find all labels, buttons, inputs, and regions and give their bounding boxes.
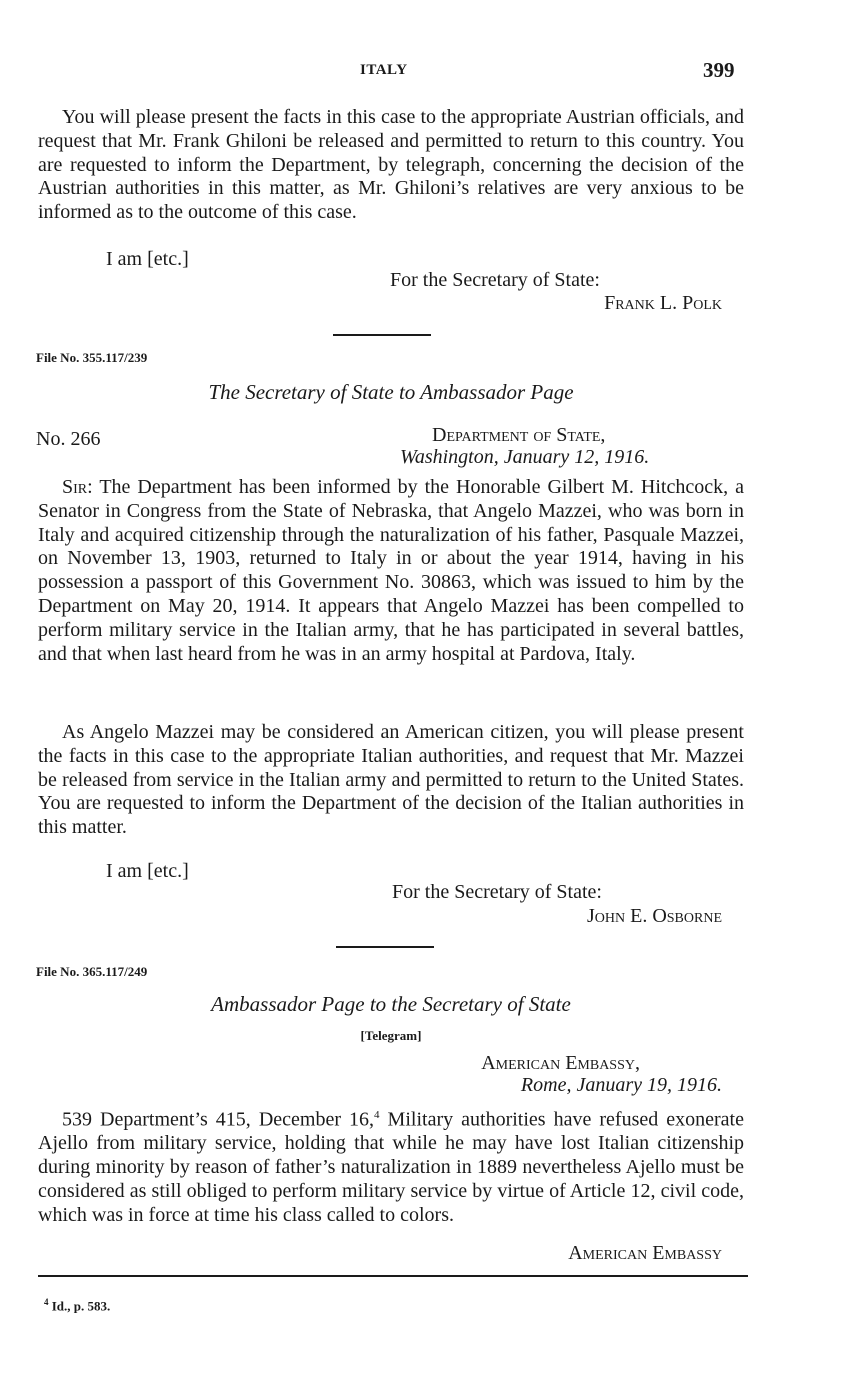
file-number: File No. 365.117/249 (36, 964, 148, 979)
place-date: Rome, January 19, 1916. (520, 1074, 722, 1096)
section2-closing: I am [etc.] (106, 860, 189, 882)
running-title: ITALY (360, 62, 408, 78)
section1-paragraph: You will please present the facts in this case to the appropriate Austrian officials, and request that Mr. Frank Ghiloni be released and permitted to return to this country. You are requested to inform the Department, by telegraph, concerning the decision of the Austrian authorities in this matter, as Mr. Ghiloni’s relatives are very anxious to be informed as to the outcome of this case. (38, 106, 744, 224)
paragraph-text: Military authorities have refused exonerate Ajello from military service, holding that while he may have lost Italian citizenship during minority by reason of father’s naturalization in 1889 nevertheless Ajello must be considered as still obliged to perform military service by virtue of Article 12, civil code, which was in force at time his class called to colors. (38, 1108, 744, 1226)
footnote-marker: 4 (44, 1297, 49, 1307)
section2-paragraph-2: As Angelo Mazzei may be considered an American citizen, you will please present the facts in this case to the appropriate Italian authorities, and request that Mr. Mazzei be released from service in the Italian army and permitted to return to the United States. You are requested to inform the Department of the decision of the Italian authorities in this matter. (38, 721, 744, 839)
footnote-text: Id., p. 583. (48, 1298, 111, 1314)
telegram-label: [Telegram] (360, 1028, 422, 1043)
footnote-reference: 4 (374, 1109, 380, 1121)
section1-for-line: For the Secretary of State: (390, 269, 600, 291)
paragraph-text: : The Department has been informed by the Honorable Gilbert M. Hitchcock, a Senator in Congress from the State of Nebraska, that Angelo Mazzei, who was born in Italy and acquired citizenship through the naturalization of his father, Pasquale Mazzei, on November 13, 1903, returned to Italy in or about the year 1914, having in his possession a passport of this Government No. 30863, which was issued to him by the Department on May 20, 1914. It appears that Angelo Mazzei has been compelled to perform military service in the Italian army, that he has participated in several battles, and that when last heard from he was in an army hospital at Pardova, Italy. (38, 476, 744, 665)
letter-heading: The Secretary of State to Ambassador Page (208, 380, 574, 404)
section-divider (333, 334, 431, 336)
telegram-signature: American Embassy (568, 1242, 722, 1264)
section2-for-line: For the Secretary of State: (392, 881, 602, 903)
letter-heading: Ambassador Page to the Secretary of State (211, 992, 571, 1016)
place-date: Washington, January 12, 1916. (400, 446, 650, 468)
salutation: Sir (62, 476, 88, 498)
dispatch-number: No. 266 (36, 428, 101, 450)
telegram-paragraph (38, 1104, 744, 1228)
page-number: 399 (703, 58, 735, 82)
section-divider (336, 946, 434, 948)
footnote-rule (38, 1275, 748, 1277)
paragraph-text: 539 Department’s 415, December 16, (62, 1108, 375, 1131)
footnote (44, 1297, 110, 1314)
section2-signature: John E. Osborne (586, 905, 722, 927)
section1-signature: Frank L. Polk (604, 292, 722, 314)
department-line: Department of State, (432, 424, 606, 446)
section2-paragraph-1 (38, 476, 744, 666)
file-number: File No. 355.117/239 (36, 350, 148, 365)
embassy-line: American Embassy, (481, 1052, 640, 1074)
section1-closing: I am [etc.] (106, 248, 189, 270)
